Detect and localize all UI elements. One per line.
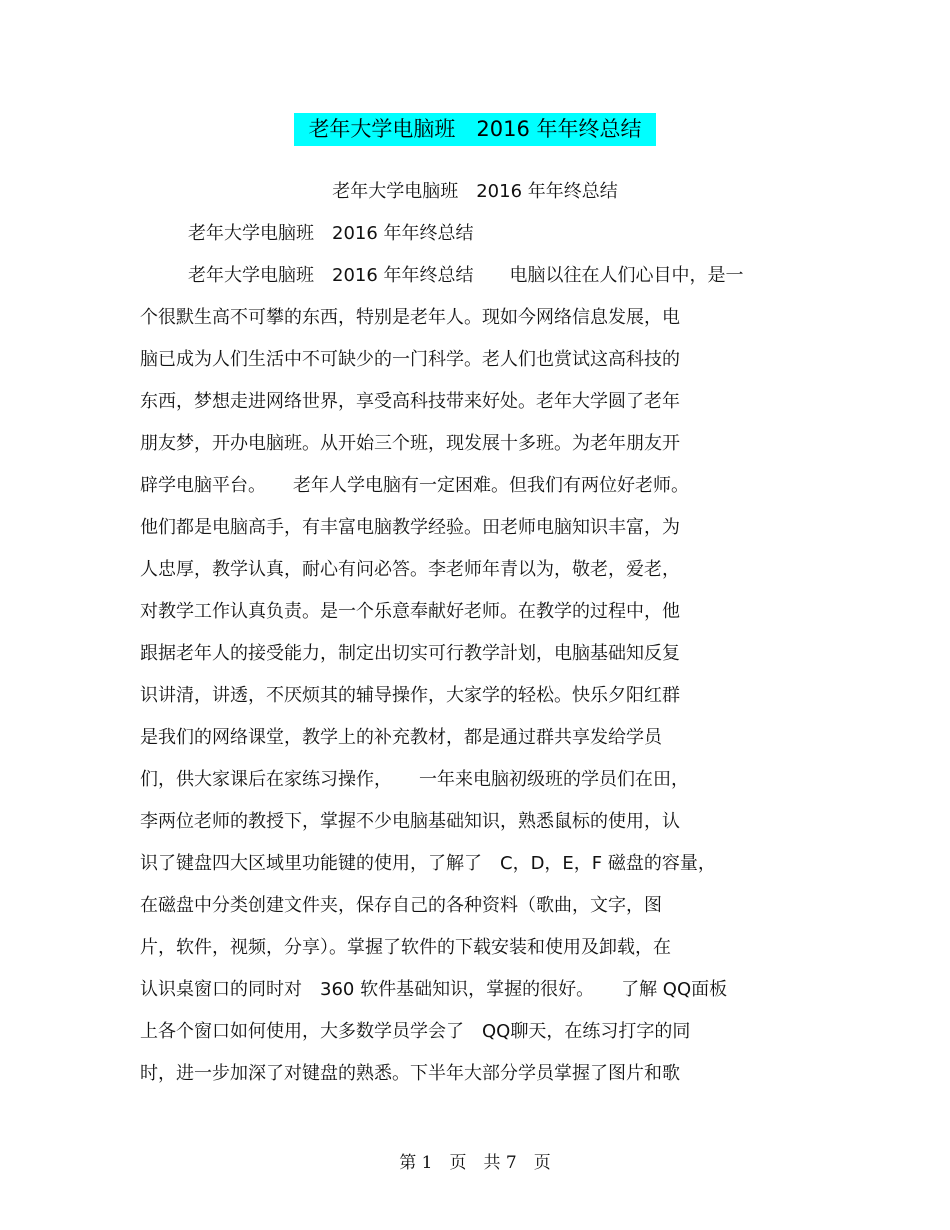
body-line: 们，供大家课后在家练习操作， 一年来电脑初级班的学员们在田， bbox=[140, 769, 689, 790]
body-line: 老年大学电脑班 2016 年年终总结 bbox=[188, 223, 474, 244]
document-subtitle: 老年大学电脑班 2016 年年终总结 bbox=[332, 181, 618, 202]
body-line: 脑已成为人们生活中不可缺少的一门科学。老人们也赏试这高科技的 bbox=[140, 349, 680, 370]
body-line: 对教学工作认真负责。是一个乐意奉献好老师。在教学的过程中，他 bbox=[140, 601, 680, 622]
body-line: 是我们的网络课堂，教学上的补充教材，都是通过群共享发给学员 bbox=[140, 727, 662, 748]
page-number-footer: 第 1 页 共 7 页 bbox=[399, 1153, 551, 1173]
body-line: 认识桌窗口的同时对 360 软件基础知识，掌握的很好。 了解 QQ面板 bbox=[140, 979, 728, 1000]
body-line: 在磁盘中分类创建文件夹，保存自己的各种资料（歌曲，文字，图 bbox=[140, 895, 662, 916]
body-line: 个很默生高不可攀的东西，特别是老年人。现如今网络信息发展，电 bbox=[140, 307, 680, 328]
document-title: 老年大学电脑班 2016 年年终总结 bbox=[294, 113, 655, 146]
body-line: 上各个窗口如何使用，大多数学员学会了 QQ聊天，在练习打字的同 bbox=[140, 1021, 691, 1042]
body-line: 识讲清，讲透，不厌烦其的辅导操作，大家学的轻松。快乐夕阳红群 bbox=[140, 685, 680, 706]
body-line: 他们都是电脑高手，有丰富电脑教学经验。田老师电脑知识丰富，为 bbox=[140, 517, 680, 538]
body-line: 李两位老师的教授下，掌握不少电脑基础知识，熟悉鼠标的使用，认 bbox=[140, 811, 680, 832]
body-line: 辟学电脑平台。 老年人学电脑有一定困难。但我们有两位好老师。 bbox=[140, 475, 689, 496]
body-line: 人忠厚，教学认真，耐心有问必答。李老师年青以为，敬老，爱老， bbox=[140, 559, 680, 580]
body-line: 朋友梦，开办电脑班。从开始三个班，现发展十多班。为老年朋友开 bbox=[140, 433, 680, 454]
body-line: 老年大学电脑班 2016 年年终总结 电脑以往在人们心目中，是一 bbox=[188, 265, 744, 286]
body-line: 东西，梦想走进网络世界，享受高科技带来好处。老年大学圆了老年 bbox=[140, 391, 680, 412]
body-line: 片，软件，视频，分享）。掌握了软件的下载安装和使用及卸载，在 bbox=[140, 937, 671, 958]
body-line: 跟据老年人的接受能力，制定出切实可行教学計划，电脑基础知反复 bbox=[140, 643, 680, 664]
title-container bbox=[0, 113, 950, 146]
body-line: 识了键盘四大区域里功能键的使用，了解了 C，D，E，F 磁盘的容量， bbox=[140, 853, 716, 874]
body-line: 时，进一步加深了对键盘的熟悉。下半年大部分学员掌握了图片和歌 bbox=[140, 1063, 680, 1084]
